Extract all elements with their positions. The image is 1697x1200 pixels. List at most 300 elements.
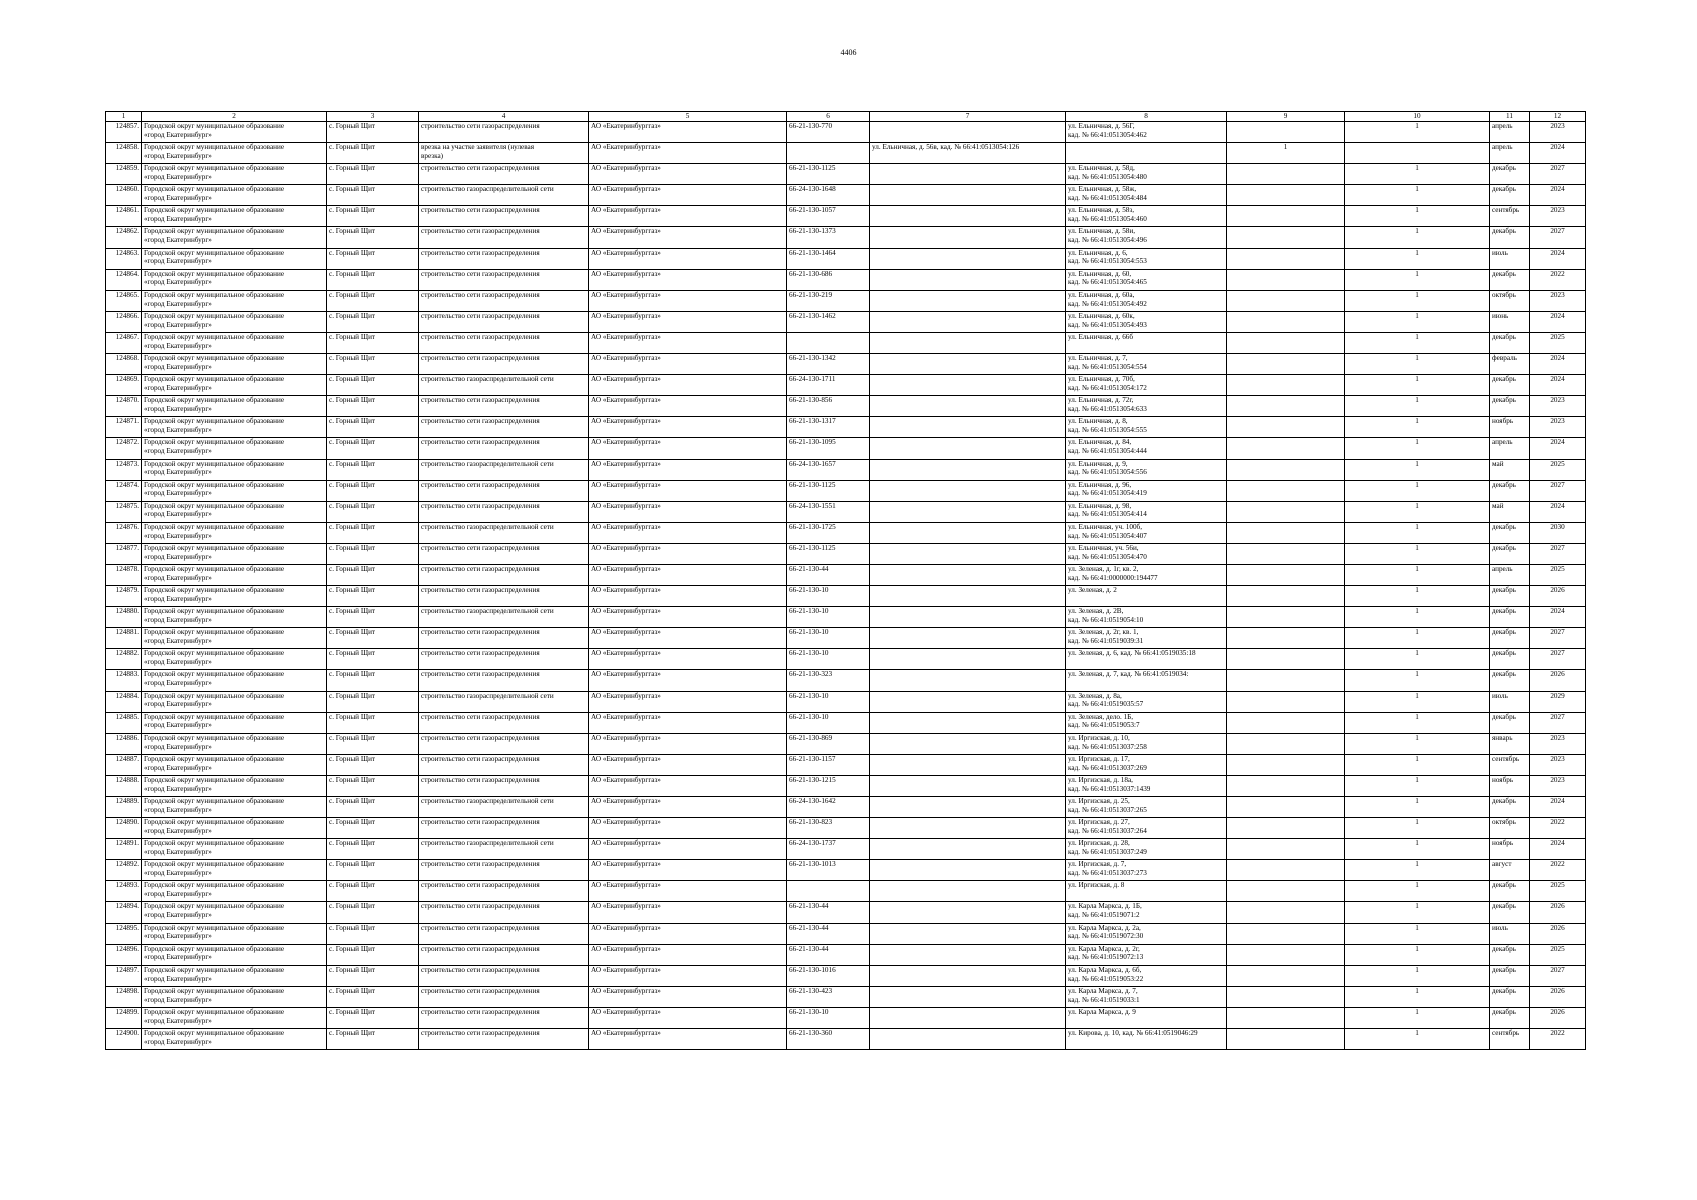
work-type-cell — [419, 164, 589, 185]
cell-text: «город Екатеринбург» — [144, 341, 212, 350]
cell-text: с. Горный Щит — [329, 797, 376, 805]
cell-text: «город Екатеринбург» — [144, 869, 212, 878]
registry-rows — [106, 122, 1586, 1050]
cell-text: 2024 — [1550, 248, 1565, 257]
row-number-cell — [106, 691, 142, 712]
cell-text: 1 — [1415, 586, 1419, 595]
municipality-cell — [142, 712, 327, 733]
table-row — [106, 775, 1586, 796]
cell-text: 2022 — [1550, 1029, 1565, 1038]
cell-text: июнь — [1492, 311, 1509, 320]
code-cell — [787, 501, 870, 522]
cell-text: строительство сети газораспределения — [421, 206, 540, 215]
cell-text: 124867. — [115, 332, 139, 341]
cell-text: 1 — [1415, 564, 1419, 573]
cell-text: 124884. — [115, 691, 139, 700]
count-cell-10 — [1345, 332, 1490, 353]
work-type-cell — [419, 311, 589, 332]
row-number-cell — [106, 754, 142, 775]
cell-text: «город Екатеринбург» — [144, 594, 212, 603]
cell-text: ул. Карла Маркса, д. 9 — [1068, 1007, 1136, 1016]
code-cell — [787, 775, 870, 796]
cell-text: строительство газораспределительной сети — [421, 459, 554, 468]
cell-text: 1 — [1415, 839, 1419, 848]
work-type-cell — [419, 417, 589, 438]
cell-text: 124883. — [115, 670, 139, 679]
cell-text: Городской округ муниципальное образование — [144, 501, 285, 510]
month-cell — [1490, 375, 1530, 396]
cell-text: «город Екатеринбург» — [144, 784, 212, 793]
organization-cell — [589, 185, 787, 206]
count-cell-10 — [1345, 670, 1490, 691]
month-cell — [1490, 839, 1530, 860]
row-number-cell — [106, 375, 142, 396]
cell-text: декабрь — [1492, 986, 1516, 995]
cell-text: 66-21-130-44 — [789, 944, 829, 953]
cell-text: с. Горный Щит — [329, 564, 376, 573]
table-row — [106, 459, 1586, 480]
municipality-cell — [142, 375, 327, 396]
table-row — [106, 311, 1586, 332]
settlement-cell — [327, 944, 419, 965]
address-extra-cell — [870, 712, 1066, 733]
count-cell-10 — [1345, 311, 1490, 332]
organization-cell — [589, 396, 787, 417]
count-cell-10 — [1345, 965, 1490, 986]
count-cell-10 — [1345, 459, 1490, 480]
row-number-cell — [106, 839, 142, 860]
cell-text: АО «Екатеринбурггаз» — [591, 670, 661, 679]
code-cell — [787, 818, 870, 839]
work-type-cell — [419, 438, 589, 459]
cell-text: 66-21-130-10 — [789, 649, 829, 658]
organization-cell — [589, 354, 787, 375]
organization-cell — [589, 290, 787, 311]
count-cell-10 — [1345, 797, 1490, 818]
month-cell — [1490, 712, 1530, 733]
cell-text: 66-21-130-1125 — [789, 543, 836, 552]
month-cell — [1490, 754, 1530, 775]
organization-cell — [589, 164, 787, 185]
cell-text: «город Екатеринбург» — [144, 320, 212, 329]
address-extra-cell — [870, 185, 1066, 206]
cell-text: октябрь — [1492, 290, 1516, 299]
cell-text: АО «Екатеринбурггаз» — [591, 965, 661, 974]
cell-text: 2025 — [1550, 881, 1565, 890]
address-extra-cell — [870, 649, 1066, 670]
row-number-cell — [106, 122, 142, 143]
cell-text: АО «Екатеринбурггаз» — [591, 712, 661, 721]
address-extra-cell — [870, 480, 1066, 501]
organization-cell — [589, 881, 787, 902]
count-cell-9 — [1227, 1007, 1345, 1028]
cell-text: 2026 — [1550, 1007, 1565, 1016]
cell-text: АО «Екатеринбурггаз» — [591, 860, 661, 869]
work-type-cell — [419, 860, 589, 881]
table-row — [106, 691, 1586, 712]
cell-text: Городской округ муниципальное образование — [144, 290, 285, 299]
cell-text: Городской округ муниципальное образование — [144, 818, 285, 827]
month-cell — [1490, 269, 1530, 290]
table-row — [106, 649, 1586, 670]
table-row — [106, 754, 1586, 775]
count-cell-9 — [1227, 733, 1345, 754]
cell-text: 124879. — [115, 586, 139, 595]
work-type-cell — [419, 522, 589, 543]
cell-text: кад. № 66:41:0513054:172 — [1068, 383, 1147, 392]
cell-text: ул. Ельничная, д. 70б, — [1068, 375, 1135, 384]
cell-text: 2026 — [1550, 586, 1565, 595]
code-cell — [787, 733, 870, 754]
cell-text: ул. Зеленая, д. 1г, кв. 2, — [1068, 564, 1139, 573]
year-cell — [1530, 649, 1586, 670]
cell-text: с. Горный Щит — [329, 311, 376, 320]
column-header: 4 — [419, 112, 589, 122]
cell-text: 124873. — [115, 459, 139, 468]
code-cell — [787, 1007, 870, 1028]
row-number-cell — [106, 564, 142, 585]
work-type-cell — [419, 986, 589, 1007]
cell-text: ул. Ельничная, д. 58з, — [1068, 206, 1135, 215]
address-extra-cell — [870, 691, 1066, 712]
settlement-cell — [327, 122, 419, 143]
cell-text: строительство сети газораспределения — [421, 670, 540, 679]
cell-text: Городской округ муниципальное образование — [144, 438, 285, 447]
cell-text: с. Горный Щит — [329, 670, 376, 679]
cell-text: кад. № 66:41:0513054:480 — [1068, 172, 1147, 181]
code-cell — [787, 185, 870, 206]
settlement-cell — [327, 438, 419, 459]
work-type-cell — [419, 712, 589, 733]
row-number-cell — [106, 311, 142, 332]
address-cell — [1066, 227, 1227, 248]
cell-text: «город Екатеринбург» — [144, 679, 212, 688]
cell-text: ул. Ельничная, д. 58д, — [1068, 164, 1135, 173]
cell-text: АО «Екатеринбурггаз» — [591, 206, 661, 215]
month-cell — [1490, 881, 1530, 902]
year-cell — [1530, 354, 1586, 375]
count-cell-9 — [1227, 628, 1345, 649]
cell-text: «город Екатеринбург» — [144, 995, 212, 1004]
code-cell — [787, 375, 870, 396]
cell-text: 2026 — [1550, 902, 1565, 911]
cell-text: 1 — [1415, 670, 1419, 679]
cell-text: кад. № 66:41:0513054:414 — [1068, 510, 1147, 519]
year-cell — [1530, 691, 1586, 712]
year-cell — [1530, 438, 1586, 459]
cell-text: 124878. — [115, 564, 139, 573]
cell-text: Городской округ муниципальное образование — [144, 185, 285, 194]
cell-text: строительство сети газораспределения — [421, 775, 540, 784]
cell-text: 1 — [1415, 269, 1419, 278]
cell-text: 1 — [1415, 628, 1419, 637]
cell-text: 2024 — [1550, 375, 1565, 384]
address-cell — [1066, 923, 1227, 944]
count-cell-9 — [1227, 881, 1345, 902]
cell-text: 2024 — [1550, 438, 1565, 447]
address-cell — [1066, 754, 1227, 775]
cell-text: ул. Ельничная, д. 9, — [1068, 459, 1128, 468]
cell-text: Городской округ муниципальное образование — [144, 143, 285, 152]
cell-text: «город Екатеринбург» — [144, 236, 212, 245]
code-cell — [787, 522, 870, 543]
cell-text: кад. № 66:41:0513054:460 — [1068, 215, 1147, 224]
work-type-cell — [419, 480, 589, 501]
organization-cell — [589, 860, 787, 881]
count-cell-9 — [1227, 775, 1345, 796]
cell-text: с. Горный Щит — [329, 1029, 376, 1038]
cell-text: ул. Зеленая, д. 8а, — [1068, 691, 1122, 700]
row-number-cell — [106, 902, 142, 923]
cell-text: «город Екатеринбург» — [144, 826, 212, 835]
cell-text: ул. Ельничная, д. 96, — [1068, 480, 1132, 489]
address-extra-cell — [870, 881, 1066, 902]
address-cell — [1066, 501, 1227, 522]
month-cell — [1490, 944, 1530, 965]
code-cell — [787, 417, 870, 438]
municipality-cell — [142, 881, 327, 902]
address-extra-cell — [870, 965, 1066, 986]
cell-text: 2023 — [1550, 206, 1565, 215]
cell-text: Городской округ муниципальное образование — [144, 965, 285, 974]
address-extra-cell — [870, 332, 1066, 353]
row-number-cell — [106, 269, 142, 290]
cell-text: кад. № 66:41:0519071:2 — [1068, 911, 1140, 920]
settlement-cell — [327, 459, 419, 480]
organization-cell — [589, 332, 787, 353]
cell-text: ул. Иргизская, д. 25, — [1068, 797, 1130, 805]
cell-text: 66-21-130-1373 — [789, 227, 836, 236]
organization-cell — [589, 902, 787, 923]
month-cell — [1490, 628, 1530, 649]
cell-text: 1 — [1415, 480, 1419, 489]
cell-text: 124865. — [115, 290, 139, 299]
cell-text: с. Горный Щит — [329, 543, 376, 552]
cell-text: 2027 — [1550, 965, 1565, 974]
cell-text: «город Екатеринбург» — [144, 974, 212, 983]
municipality-cell — [142, 607, 327, 628]
municipality-cell — [142, 522, 327, 543]
cell-text: «город Екатеринбург» — [144, 932, 212, 941]
cell-text: декабрь — [1492, 944, 1516, 953]
cell-text: АО «Екатеринбурггаз» — [591, 881, 661, 890]
municipality-cell — [142, 564, 327, 585]
address-cell — [1066, 269, 1227, 290]
count-cell-10 — [1345, 881, 1490, 902]
column-header: 7 — [870, 112, 1066, 122]
cell-text: 124868. — [115, 354, 139, 363]
row-number-cell — [106, 459, 142, 480]
month-cell — [1490, 459, 1530, 480]
year-cell — [1530, 206, 1586, 227]
cell-text: Городской округ муниципальное образование — [144, 269, 285, 278]
cell-text: ул. Карла Маркса, д. 2г, — [1068, 944, 1140, 953]
cell-text: «город Екатеринбург» — [144, 447, 212, 456]
row-number-cell — [106, 670, 142, 691]
cell-text: 2027 — [1550, 649, 1565, 658]
work-type-cell — [419, 459, 589, 480]
cell-text: Городской округ муниципальное образование — [144, 733, 285, 742]
cell-text: 66-21-130-1057 — [789, 206, 836, 215]
settlement-cell — [327, 396, 419, 417]
column-header: 10 — [1345, 112, 1490, 122]
cell-text: «город Екатеринбург» — [144, 573, 212, 582]
cell-text: ул. Иргизская, д. 17, — [1068, 754, 1130, 763]
cell-text: 66-21-130-423 — [789, 986, 833, 995]
cell-text: строительство сети газораспределения — [421, 818, 540, 827]
year-cell — [1530, 860, 1586, 881]
year-cell — [1530, 269, 1586, 290]
month-cell — [1490, 986, 1530, 1007]
municipality-cell — [142, 775, 327, 796]
cell-text: «город Екатеринбург» — [144, 637, 212, 646]
settlement-cell — [327, 522, 419, 543]
cell-text: с. Горный Щит — [329, 754, 376, 763]
cell-text: ул. Карла Маркса, д. 6б, — [1068, 965, 1142, 974]
count-cell-9 — [1227, 480, 1345, 501]
municipality-cell — [142, 311, 327, 332]
settlement-cell — [327, 628, 419, 649]
cell-text: 124858. — [115, 143, 139, 152]
month-cell — [1490, 143, 1530, 164]
cell-text: АО «Екатеринбурггаз» — [591, 164, 661, 173]
cell-text: кад. № 66:41:0519053:22 — [1068, 974, 1144, 983]
cell-text: с. Горный Щит — [329, 185, 376, 194]
cell-text: с. Горный Щит — [329, 965, 376, 974]
cell-text: 2025 — [1550, 459, 1565, 468]
settlement-cell — [327, 480, 419, 501]
address-cell — [1066, 332, 1227, 353]
cell-text: АО «Екатеринбурггаз» — [591, 501, 661, 510]
year-cell — [1530, 986, 1586, 1007]
cell-text: «город Екатеринбург» — [144, 700, 212, 709]
cell-text: 124870. — [115, 396, 139, 405]
work-type-cell — [419, 754, 589, 775]
year-cell — [1530, 501, 1586, 522]
count-cell-9 — [1227, 522, 1345, 543]
cell-text: «город Екатеринбург» — [144, 194, 212, 203]
address-cell — [1066, 965, 1227, 986]
cell-text: с. Горный Щит — [329, 354, 376, 363]
year-cell — [1530, 923, 1586, 944]
month-cell — [1490, 586, 1530, 607]
cell-text: ул. Зеленая, д. 2 — [1068, 586, 1117, 595]
address-cell — [1066, 522, 1227, 543]
cell-text: с. Горный Щит — [329, 923, 376, 932]
cell-text: 1 — [1415, 775, 1419, 784]
address-cell — [1066, 459, 1227, 480]
work-type-cell — [419, 143, 589, 164]
cell-text: АО «Екатеринбурггаз» — [591, 290, 661, 299]
municipality-cell — [142, 438, 327, 459]
year-cell — [1530, 543, 1586, 564]
cell-text: 66-21-130-686 — [789, 269, 833, 278]
cell-text: 66-24-130-1737 — [789, 839, 836, 848]
cell-text: декабрь — [1492, 396, 1516, 405]
year-cell — [1530, 712, 1586, 733]
row-number-cell — [106, 543, 142, 564]
row-number-cell — [106, 185, 142, 206]
address-cell — [1066, 164, 1227, 185]
month-cell — [1490, 965, 1530, 986]
row-number-cell — [106, 797, 142, 818]
cell-text: 1 — [1415, 797, 1419, 805]
row-number-cell — [106, 1007, 142, 1028]
address-cell — [1066, 691, 1227, 712]
cell-text: декабрь — [1492, 522, 1516, 531]
cell-text: декабрь — [1492, 902, 1516, 911]
year-cell — [1530, 965, 1586, 986]
work-type-cell — [419, 965, 589, 986]
month-cell — [1490, 227, 1530, 248]
municipality-cell — [142, 860, 327, 881]
cell-text: АО «Екатеринбурггаз» — [591, 480, 661, 489]
cell-text: февраль — [1492, 354, 1517, 363]
cell-text: 66-21-130-44 — [789, 923, 829, 932]
organization-cell — [589, 206, 787, 227]
cell-text: 2023 — [1550, 122, 1565, 130]
row-number-cell — [106, 332, 142, 353]
cell-text: АО «Екатеринбурггаз» — [591, 797, 661, 805]
cell-text: АО «Екатеринбурггаз» — [591, 923, 661, 932]
cell-text: 1 — [1415, 1029, 1419, 1038]
cell-text: кад. № 66:41:0513054:556 — [1068, 468, 1147, 477]
settlement-cell — [327, 691, 419, 712]
month-cell — [1490, 501, 1530, 522]
count-cell-9 — [1227, 1029, 1345, 1050]
cell-text: кад. № 66:41:0519033:1 — [1068, 995, 1140, 1004]
cell-text: 124881. — [115, 628, 139, 637]
cell-text: 124900. — [115, 1029, 139, 1038]
cell-text: кад. № 66:41:0519072:13 — [1068, 953, 1144, 962]
cell-text: АО «Екатеринбурггаз» — [591, 311, 661, 320]
cell-text: 66-21-130-10 — [789, 1007, 829, 1016]
cell-text: АО «Екатеринбурггаз» — [591, 459, 661, 468]
year-cell — [1530, 733, 1586, 754]
cell-text: АО «Екатеринбурггаз» — [591, 818, 661, 827]
cell-text: с. Горный Щит — [329, 438, 376, 447]
settlement-cell — [327, 564, 419, 585]
month-cell — [1490, 775, 1530, 796]
cell-text: 1 — [1415, 733, 1419, 742]
cell-text: Городской округ муниципальное образование — [144, 607, 285, 616]
address-extra-cell — [870, 902, 1066, 923]
cell-text: 66-21-130-360 — [789, 1029, 833, 1038]
cell-text: 1 — [1415, 1007, 1419, 1016]
cell-text: ул. Ельничная, д. 60, — [1068, 269, 1132, 278]
cell-text: 1 — [1415, 375, 1419, 384]
code-cell — [787, 797, 870, 818]
cell-text: 124863. — [115, 248, 139, 257]
row-number-cell — [106, 818, 142, 839]
address-extra-cell — [870, 122, 1066, 143]
cell-text: строительство сети газораспределения — [421, 1007, 540, 1016]
year-cell — [1530, 775, 1586, 796]
work-type-cell — [419, 902, 589, 923]
column-header: 1 — [106, 112, 142, 122]
year-cell — [1530, 754, 1586, 775]
cell-text: 1 — [1415, 438, 1419, 447]
cell-text: с. Горный Щит — [329, 290, 376, 299]
organization-cell — [589, 797, 787, 818]
count-cell-9 — [1227, 290, 1345, 311]
work-type-cell — [419, 923, 589, 944]
address-cell — [1066, 670, 1227, 691]
cell-text: сентябрь — [1492, 1029, 1520, 1038]
cell-text: строительство сети газораспределения — [421, 965, 540, 974]
count-cell-9 — [1227, 396, 1345, 417]
count-cell-10 — [1345, 775, 1490, 796]
